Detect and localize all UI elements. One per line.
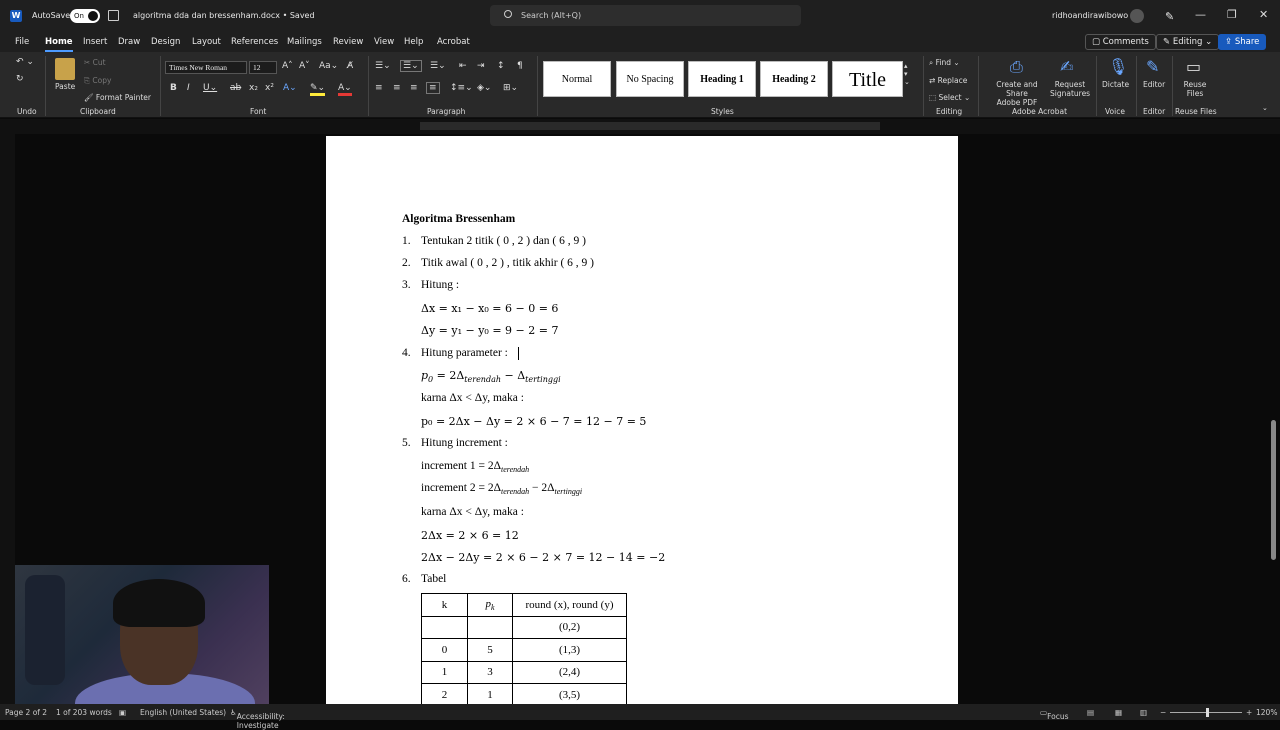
tab-acrobat[interactable]: Acrobat: [437, 37, 470, 47]
title-bar: [0, 0, 1280, 32]
text-effects-icon[interactable]: A⌄: [283, 83, 297, 93]
table-row: [422, 616, 627, 639]
autosave-state: On: [74, 12, 84, 20]
table-row: [422, 639, 627, 662]
table-cell: 0: [422, 639, 468, 662]
shading-icon[interactable]: ◈⌄: [477, 83, 492, 93]
replace-button[interactable]: ⇄ Replace: [929, 76, 968, 85]
line-spacing-icon[interactable]: ↕≡⌄: [450, 83, 473, 93]
language-indicator[interactable]: English (United States): [140, 708, 227, 717]
webcam-overlay: [15, 565, 269, 704]
numbering-icon[interactable]: ☰⌄: [400, 60, 422, 72]
tab-home[interactable]: Home: [45, 37, 73, 47]
formula-part: = 2Δ: [433, 369, 465, 382]
tab-draw[interactable]: Draw: [118, 37, 141, 47]
tab-references[interactable]: References: [231, 37, 279, 47]
separator: [1136, 56, 1137, 116]
editor-button[interactable]: Editor: [1143, 80, 1166, 89]
select-label: Select: [938, 93, 962, 102]
styles-gallery: [543, 61, 903, 97]
align-right-icon[interactable]: ≡: [410, 83, 418, 93]
formula-part: increment 2 = 2Δ: [421, 482, 501, 494]
accessibility-label: Accessibility: Investigate: [236, 712, 285, 730]
vertical-scrollbar[interactable]: [1268, 134, 1280, 704]
table-cell: (3,5): [513, 684, 627, 707]
list-number: 4.: [402, 347, 411, 359]
clear-format-icon[interactable]: A̸: [347, 61, 354, 71]
request-signatures-button[interactable]: [1050, 80, 1090, 98]
table-cell: 1: [422, 661, 468, 684]
table-header: round (x), round (y): [513, 594, 627, 617]
microphone-icon[interactable]: 🎙: [1108, 57, 1129, 76]
copy-label: Copy: [92, 76, 112, 85]
reuse-files-icon[interactable]: ▭: [1186, 57, 1202, 76]
editing-mode-button[interactable]: ✎ Editing ⌄: [1156, 34, 1219, 50]
background-object: [25, 575, 65, 685]
accessibility-indicator[interactable]: ♿ Accessibility: Investigate: [230, 708, 285, 730]
tab-review[interactable]: Review: [333, 37, 364, 47]
increase-indent-icon[interactable]: ⇥: [477, 61, 485, 71]
separator: [537, 56, 538, 116]
document-page[interactable]: [326, 136, 958, 706]
styles-scroll-icon[interactable]: ▴ ▾ ⌄: [904, 62, 910, 86]
font-size-select[interactable]: [249, 61, 277, 74]
create-pdf-button[interactable]: [987, 80, 1047, 107]
table-row: [422, 684, 627, 707]
editing-group-label: Editing: [936, 107, 963, 116]
italic-icon[interactable]: I: [187, 83, 190, 93]
list-item: Hitung increment :: [421, 437, 508, 449]
change-case-icon[interactable]: Aa⌄: [319, 61, 339, 71]
delta-x-equation: Δx = x₁ − x₀ = 6 − 0 = 6: [421, 302, 559, 315]
formula-part: − 2Δ: [529, 482, 555, 494]
find-label: Find: [935, 58, 951, 67]
sort-icon[interactable]: ↕: [497, 61, 505, 71]
header-sub: k: [490, 602, 495, 612]
style-heading-1[interactable]: Heading 1: [688, 61, 756, 97]
ruler-text-area: [420, 122, 880, 130]
zoom-out-icon[interactable]: −: [1160, 708, 1167, 717]
separator: [1172, 56, 1173, 116]
reuse-label-2: Files: [1186, 89, 1204, 98]
close-button[interactable]: ✕: [1259, 8, 1269, 21]
separator: [978, 56, 979, 116]
pen-icon[interactable]: ✎: [1165, 10, 1175, 23]
table-cell: [422, 616, 468, 639]
document-title[interactable]: algoritma dda dan bressenham.docx • Saved: [133, 11, 315, 20]
select-button[interactable]: ⬚ Select ⌄: [929, 93, 971, 102]
ribbon-tabs: [0, 32, 1280, 52]
grow-font-icon[interactable]: A˄: [282, 61, 293, 71]
subscript: terendah: [500, 487, 530, 496]
proofing-icon[interactable]: ▣: [119, 708, 127, 717]
list-item: Tabel: [421, 573, 447, 585]
style-title[interactable]: Title: [832, 61, 903, 97]
styles-group-label: Styles: [711, 107, 734, 116]
strikethrough-icon[interactable]: ab: [230, 83, 242, 93]
subscript: tertinggi: [525, 375, 561, 384]
search-placeholder: Search (Alt+Q): [521, 11, 582, 20]
toggle-knob: [88, 11, 98, 21]
editor-icon[interactable]: ✎: [1146, 57, 1160, 76]
editing-label: Editing: [1172, 37, 1203, 47]
tab-help[interactable]: Help: [404, 37, 424, 47]
editor-group-label: Editor: [1143, 107, 1166, 116]
tab-view[interactable]: View: [374, 37, 395, 47]
format-painter-label: Format Painter: [95, 93, 151, 102]
paragraph-group-label: Paragraph: [427, 107, 466, 116]
ribbon-home: [0, 52, 1280, 118]
p-symbol: p: [421, 369, 429, 382]
page-count[interactable]: Page 2 of 2: [5, 708, 48, 717]
table-cell: [468, 616, 513, 639]
table-cell: 2: [422, 684, 468, 707]
zoom-level[interactable]: 120%: [1256, 708, 1278, 717]
condition-line: karna Δx < Δy, maka :: [421, 392, 524, 404]
tab-file[interactable]: File: [15, 37, 30, 47]
adobe-group-label: Adobe Acrobat: [1012, 107, 1068, 116]
p0-value-equation: p₀ = 2Δx − Δy = 2 × 6 − 7 = 12 − 7 = 5: [421, 415, 647, 428]
create-pdf-label: Create and Share: [996, 80, 1038, 98]
formula-part: − Δ: [501, 369, 526, 382]
status-bar: [0, 704, 1280, 730]
style-heading-2[interactable]: Heading 2: [760, 61, 828, 97]
reuse-label: Reuse: [1183, 80, 1207, 89]
cut-label: Cut: [92, 58, 106, 67]
copy-button[interactable]: ⎘ Copy: [84, 76, 112, 85]
format-painter-button[interactable]: 🖌 Format Painter: [84, 93, 151, 102]
undo-icon[interactable]: ↶ ⌄: [16, 57, 34, 67]
undo-group-label: Undo: [17, 107, 37, 116]
restore-button[interactable]: ❐: [1227, 8, 1237, 21]
table-row: [422, 594, 627, 617]
table-cell: (2,4): [513, 661, 627, 684]
list-number: 2.: [402, 257, 411, 269]
table-cell: 5: [468, 639, 513, 662]
zoom-slider-thumb[interactable]: [1206, 708, 1209, 717]
comments-label: Comments: [1102, 37, 1149, 47]
shrink-font-icon[interactable]: A˅: [299, 61, 310, 71]
table-row: [422, 661, 627, 684]
replace-label: Replace: [937, 76, 968, 85]
subscript: tertinggi: [554, 487, 583, 496]
share-label: Share: [1234, 37, 1260, 47]
table-header: [468, 594, 513, 617]
redo-icon[interactable]: ↻: [16, 74, 24, 84]
list-item: Tentukan 2 titik ( 0 , 2 ) dan ( 6 , 9 ): [421, 235, 586, 247]
separator: [45, 56, 46, 116]
request-label-2: Signatures: [1050, 89, 1091, 98]
font-group-label: Font: [250, 107, 267, 116]
cut-button[interactable]: ✂ Cut: [84, 58, 106, 67]
create-pdf-label-2: Adobe PDF: [996, 98, 1038, 107]
table-header: k: [422, 594, 468, 617]
subscript: terendah: [500, 465, 530, 474]
share-button[interactable]: ⇪ Share: [1218, 34, 1266, 50]
autosave-toggle[interactable]: [70, 9, 100, 23]
superscript-icon[interactable]: x²: [265, 83, 274, 93]
font-color-icon[interactable]: A⌄: [338, 83, 352, 96]
save-icon[interactable]: [108, 10, 119, 21]
decrease-indent-icon[interactable]: ⇤: [459, 61, 467, 71]
web-layout-icon[interactable]: ▥: [1140, 708, 1148, 717]
table-cell: 3: [468, 661, 513, 684]
delta-y-equation: Δy = y₁ − y₀ = 9 − 2 = 7: [421, 324, 559, 337]
condition-line: karna Δx < Δy, maka :: [421, 506, 524, 518]
zoom-in-icon[interactable]: +: [1246, 708, 1253, 717]
multilevel-list-icon[interactable]: ☰⌄: [430, 61, 446, 71]
subscript: 0: [428, 375, 434, 384]
tab-insert[interactable]: Insert: [83, 37, 108, 47]
comments-button[interactable]: ▢ Comments: [1085, 34, 1156, 50]
style-normal[interactable]: Normal: [543, 61, 611, 97]
horizontal-ruler[interactable]: [0, 119, 1280, 134]
bullets-icon[interactable]: ☰⌄: [375, 61, 391, 71]
word-count[interactable]: 1 of 203 words: [56, 708, 112, 717]
separator: [368, 56, 369, 116]
borders-icon[interactable]: ⊞⌄: [503, 83, 519, 93]
dictate-button[interactable]: Dictate: [1102, 80, 1130, 89]
request-label: Request: [1054, 80, 1086, 89]
paste-label[interactable]: Paste: [55, 82, 76, 91]
style-no-spacing[interactable]: No Spacing: [616, 61, 684, 97]
minimize-button[interactable]: —: [1195, 8, 1206, 21]
highlight-icon[interactable]: ✎⌄: [310, 83, 325, 96]
font-family-value: Times New Roman: [169, 63, 228, 72]
list-item: Hitung parameter :: [421, 347, 508, 359]
subscript: terendah: [464, 375, 501, 384]
list-number: 1.: [402, 235, 411, 247]
list-number: 6.: [402, 573, 411, 585]
search-icon: [504, 10, 512, 18]
read-mode-icon[interactable]: ▤: [1087, 708, 1095, 717]
vertical-ruler[interactable]: [0, 134, 15, 704]
show-marks-icon[interactable]: ¶: [517, 61, 523, 71]
justify-icon[interactable]: ≡: [426, 82, 440, 94]
paste-icon[interactable]: [55, 58, 75, 80]
separator: [1096, 56, 1097, 116]
voice-group-label: Voice: [1105, 107, 1125, 116]
user-name[interactable]: ridhoandirawibowo: [1052, 11, 1129, 20]
separator: [923, 56, 924, 116]
table-cell: (1,3): [513, 639, 627, 662]
request-signatures-icon[interactable]: ✍: [1060, 57, 1074, 76]
formula-part: increment 1 = 2Δ: [421, 460, 501, 472]
autosave-label: AutoSave: [32, 11, 71, 20]
create-pdf-icon[interactable]: ⎙: [1010, 57, 1023, 76]
align-center-icon[interactable]: ≡: [393, 83, 401, 93]
clipboard-group-label: Clipboard: [80, 107, 116, 116]
p0-formula: [421, 369, 561, 384]
header-p: p: [485, 597, 491, 610]
table-cell: 1: [468, 684, 513, 707]
scrollbar-thumb[interactable]: [1271, 420, 1276, 560]
calc-line-1: 2Δx = 2 × 6 = 12: [421, 529, 519, 542]
reuse-files-button[interactable]: [1183, 80, 1207, 98]
reuse-group-label: Reuse Files: [1175, 107, 1217, 116]
underline-icon[interactable]: U⌄: [203, 83, 218, 93]
word-logo-icon: W: [11, 11, 21, 20]
subscript-icon[interactable]: x₂: [249, 83, 258, 93]
calc-line-2: 2Δx − 2Δy = 2 × 6 − 2 × 7 = 12 − 14 = −2: [421, 551, 666, 564]
bold-icon[interactable]: B: [170, 83, 177, 93]
tab-mailings[interactable]: Mailings: [287, 37, 322, 47]
list-item: Hitung :: [421, 279, 460, 291]
focus-label: Focus: [1047, 712, 1069, 721]
separator: [160, 56, 161, 116]
align-left-icon[interactable]: ≡: [375, 83, 383, 93]
increment-1-formula: [421, 460, 529, 474]
search-box[interactable]: [490, 5, 801, 26]
tab-design[interactable]: Design: [151, 37, 181, 47]
text-cursor: [518, 347, 519, 360]
list-number: 5.: [402, 437, 411, 449]
ribbon-collapse-icon[interactable]: ⌄: [1262, 104, 1268, 112]
font-family-select[interactable]: [165, 61, 247, 74]
person-hair: [113, 579, 205, 627]
print-layout-icon[interactable]: ▦: [1115, 708, 1123, 717]
list-number: 3.: [402, 279, 411, 291]
document-heading: Algoritma Bressenham: [402, 213, 516, 225]
increment-2-formula: [421, 482, 582, 496]
avatar[interactable]: [1130, 9, 1144, 23]
table-cell: (0,2): [513, 616, 627, 639]
focus-button[interactable]: ▭ Focus: [1040, 708, 1069, 721]
font-size-value: 12: [253, 63, 261, 72]
tab-layout[interactable]: Layout: [192, 37, 221, 47]
find-button[interactable]: ⌕ Find ⌄: [929, 58, 960, 67]
bresenham-table: [421, 593, 627, 707]
list-item: Titik awal ( 0 , 2 ) , titik akhir ( 6 , 9 ): [421, 257, 595, 269]
